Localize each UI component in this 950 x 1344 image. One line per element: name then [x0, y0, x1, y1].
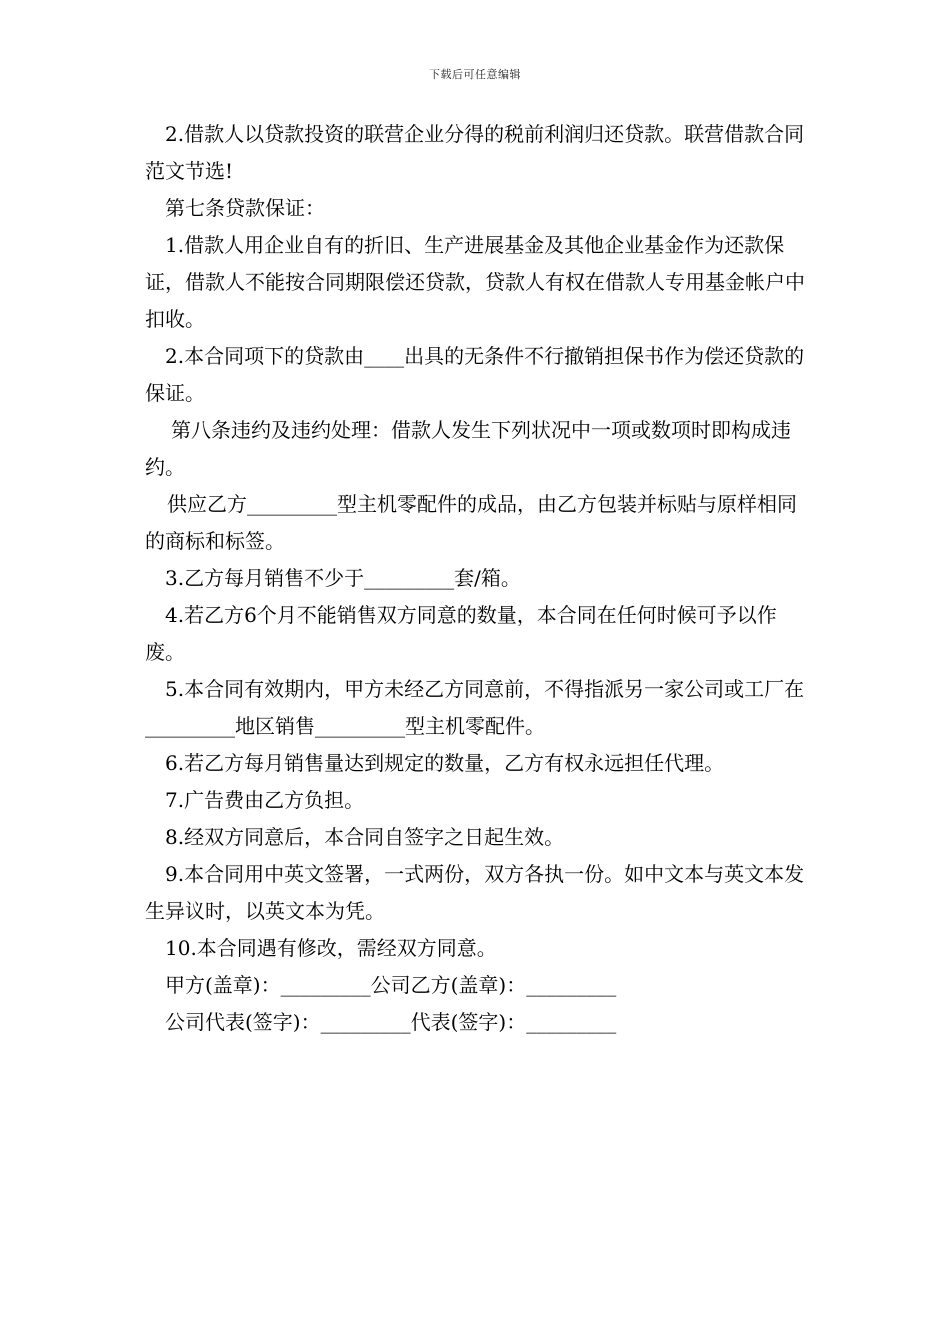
paragraph-clause-9: 9.本合同用中英文签署，一式两份，双方各执一份。如中文本与英文本发生异议时，以英文本为凭。 — [145, 862, 805, 923]
signature-line-representatives: 公司代表(签字)：_________代表(签字)：_________ — [165, 1010, 617, 1034]
paragraph-article-7-heading: 第七条贷款保证： — [165, 196, 325, 220]
paragraph-clause-10: 10.本合同遇有修改，需经双方同意。 — [165, 936, 497, 960]
paragraph-clause-5: 5.本合同有效期内，甲方未经乙方同意前，不得指派另一家公司或工厂在_________地区销售_________型主机零配件。 — [145, 677, 805, 738]
paragraph-supply-clause: 供应乙方_________型主机零配件的成品，由乙方包装并标贴与原样相同的商标和标签。 — [145, 492, 797, 553]
signature-line-seals: 甲方(盖章)：_________公司乙方(盖章)：_________ — [165, 973, 617, 997]
paragraph-clause-8: 8.经双方同意后，本合同自签字之日起生效。 — [165, 825, 565, 849]
paragraph-guarantee-1: 1.借款人用企业自有的折旧、生产进展基金及其他企业基金作为还款保证，借款人不能按合同期限偿还贷款，贷款人有权在借款人专用基金帐户中扣收。 — [145, 233, 805, 331]
paragraph-clause-6: 6.若乙方每月销售量达到规定的数量，乙方有权永远担任代理。 — [165, 751, 725, 775]
page-header: 下载后可任意编辑 — [429, 68, 521, 81]
paragraph-article-8-heading: 第八条违约及违约处理：借款人发生下列状况中一项或数项时即构成违约。 — [145, 418, 791, 479]
paragraph-clause-4: 4.若乙方6个月不能销售双方同意的数量，本合同在任何时候可予以作废。 — [145, 603, 777, 664]
paragraph-clause-3: 3.乙方每月销售不少于_________套/箱。 — [165, 566, 521, 590]
paragraph-guarantee-2: 2.本合同项下的贷款由____出具的无条件不行撤销担保书作为偿还贷款的保证。 — [145, 344, 805, 405]
document-body — [145, 116, 815, 1041]
paragraph-clause-7: 7.广告费由乙方负担。 — [165, 788, 365, 812]
paragraph-repayment-clause: 2.借款人以贷款投资的联营企业分得的税前利润归还贷款。联营借款合同范文节选! — [145, 122, 805, 183]
